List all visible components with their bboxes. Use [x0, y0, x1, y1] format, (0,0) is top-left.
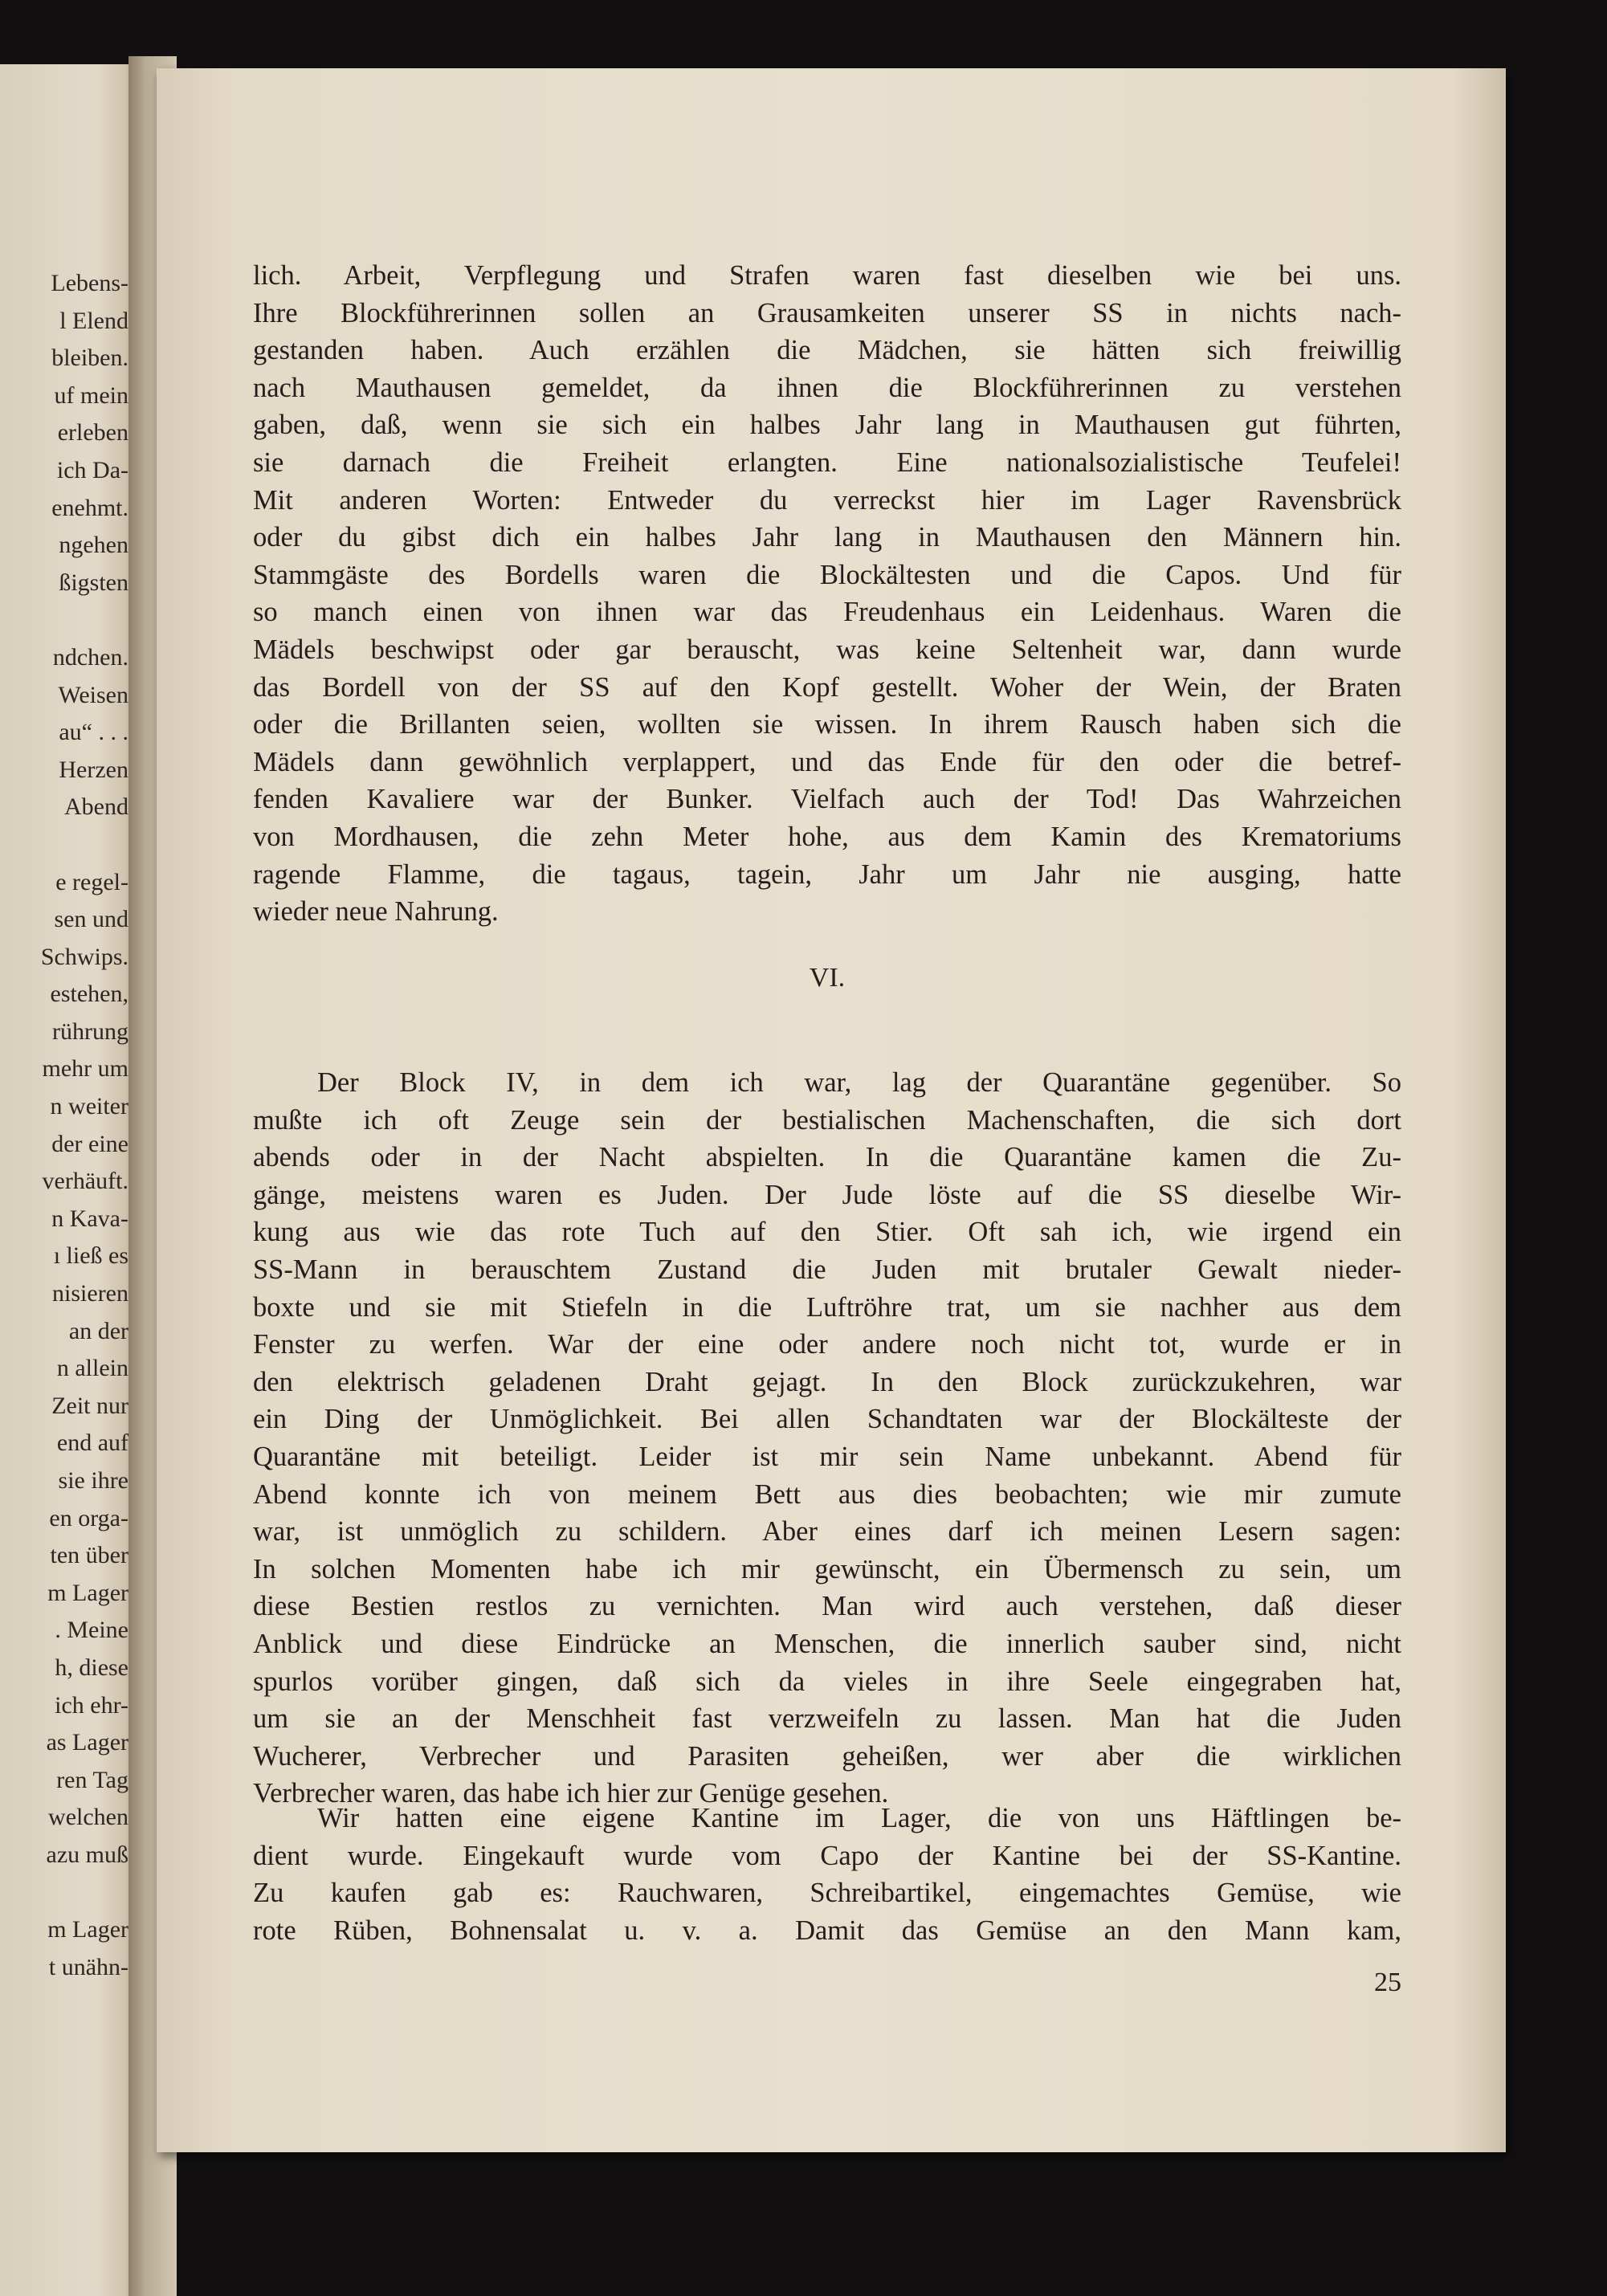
- paragraph1-line: das Bordell von der SS auf den Kopf gestellt. Woher der Wein, der Braten: [253, 671, 1401, 703]
- paragraph1-line: Mädels beschwipst oder gar berauscht, was keine Seltenheit war, dann wurde: [253, 634, 1401, 665]
- paragraph1-line: so manch einen von ihnen war das Freudenhaus ein Leidenhaus. Waren die: [253, 597, 1401, 628]
- left-page-fragment: erleben: [57, 419, 128, 447]
- paragraph3-line: Wir hatten eine eigene Kantine im Lager, die von uns Häftlingen be-: [317, 1803, 1401, 1833]
- left-page-fragment: Lebens-: [51, 270, 128, 296]
- paragraph1-line: Ihre Blockführerinnen sollen an Grausamkeiten unserer SS in nichts nach-: [253, 297, 1401, 328]
- paragraph1-line: nach Mauthausen gemeldet, da ihnen die Blockführerinnen zu verstehen: [253, 372, 1401, 403]
- left-page-fragment: n allein: [56, 1355, 128, 1382]
- left-page-fragment: [0, 602, 128, 639]
- left-page-fragment: an der: [68, 1317, 128, 1344]
- paragraph2-line: spurlos vorüber gingen, daß sich da vieles in ihre Seele eingegraben hat,: [253, 1666, 1401, 1697]
- paragraph2-line: Verbrecher waren, das habe ich hier zur Genüge gesehen.: [253, 1778, 889, 1809]
- paragraph2-line: den elektrisch geladenen Draht gejagt. In den Block zurückzukehren, war: [253, 1366, 1401, 1397]
- paragraph-1: [253, 257, 1401, 931]
- left-page-fragment: ich Da-: [56, 456, 128, 483]
- paragraph2-line: Quarantäne mit beteiligt. Leider ist mir sein Name unbekannt. Abend für: [253, 1441, 1401, 1472]
- left-page-fragment: Herzen: [59, 756, 128, 783]
- paragraph2-line: um sie an der Menschheit fast verzweifeln zu lassen. Man hat die Juden: [253, 1703, 1401, 1735]
- left-page-fragment: uf mein: [54, 381, 128, 409]
- paragraph2-line: Fenster zu werfen. War der eine oder andere noch nicht tot, wurde er in: [253, 1329, 1401, 1360]
- paragraph2-line: mußte ich oft Zeuge sein der bestialischen Machenschaften, die sich dort: [253, 1104, 1401, 1136]
- left-page-fragment: ndchen.: [52, 643, 128, 671]
- paragraph1-line: wieder neue Nahrung.: [253, 896, 499, 928]
- left-page-fragment: azu muß: [46, 1841, 128, 1868]
- section-heading: VI.: [809, 963, 846, 993]
- paragraph-3: [253, 1800, 1401, 1949]
- left-page-fragment: . Meine: [55, 1617, 128, 1644]
- paragraph2-line: boxte und sie mit Stiefeln in die Luftröhre trat, um sie nachher aus dem: [253, 1291, 1401, 1323]
- left-page-fragment: mehr um: [42, 1055, 128, 1083]
- left-page-fragment: rührung: [52, 1017, 128, 1045]
- paragraph2-line: In solchen Momenten habe ich mir gewünscht, ein Übermensch zu sein, um: [253, 1553, 1401, 1584]
- paragraph2-line: Der Block IV, in dem ich war, lag der Quarantäne gegenüber. So: [317, 1067, 1401, 1098]
- left-page-fragment: n weiter: [50, 1093, 128, 1120]
- left-page-fragment: ich ehr-: [55, 1691, 128, 1719]
- page-number: 25: [1374, 1968, 1401, 1997]
- left-page-fragment: m Lager: [47, 1916, 128, 1943]
- left-page-fragment: ren Tag: [56, 1766, 128, 1793]
- left-page-fragment: en orga-: [49, 1504, 128, 1531]
- left-page-fragment: nisieren: [52, 1280, 128, 1307]
- paragraph1-line: gaben, daß, wenn sie sich ein halbes Jahr lang in Mauthausen gut führten,: [253, 410, 1401, 441]
- left-page-fragment: Schwips.: [40, 943, 128, 970]
- paragraph2-line: ein Ding der Unmöglichkeit. Bei allen Schandtaten war der Blockälteste der: [253, 1404, 1401, 1435]
- paragraph1-line: lich. Arbeit, Verpflegung und Strafen waren fast dieselben wie bei uns.: [253, 260, 1401, 291]
- left-page-fragment: estehen,: [50, 981, 128, 1008]
- left-page-fragment: ngehen: [59, 532, 128, 559]
- paragraph-2: [253, 1064, 1401, 1813]
- left-page-fragment: bleiben.: [51, 345, 128, 372]
- paragraph1-line: fenden Kavaliere war der Bunker. Vielfach auch der Tod! Das Wahrzeichen: [253, 784, 1401, 815]
- paragraph2-line: gänge, meistens waren es Juden. Der Jude löste auf die SS dieselbe Wir-: [253, 1179, 1401, 1210]
- left-page-fragment: t unähn-: [48, 1953, 128, 1980]
- left-page-fragment: sen und: [54, 906, 128, 933]
- paragraph2-line: Abend konnte ich von meinem Bett aus dies beobachten; wie mir zumute: [253, 1478, 1401, 1510]
- paragraph2-line: Wucherer, Verbrecher und Parasiten geheißen, wer aber die wirklichen: [253, 1740, 1401, 1772]
- left-page-fragment: n Kava-: [51, 1205, 128, 1232]
- left-page-fragment: l Elend: [59, 307, 128, 334]
- left-page-fragment: sie ihre: [58, 1467, 128, 1494]
- paragraph2-line: abends oder in der Nacht abspielten. In die Quarantäne kamen die Zu-: [253, 1142, 1401, 1173]
- paragraph2-line: kung aus wie das rote Tuch auf den Stier. Oft sah ich, wie irgend ein: [253, 1217, 1401, 1248]
- left-page-fragment: Abend: [64, 793, 128, 821]
- paragraph1-line: oder du gibst dich ein halbes Jahr lang in Mauthausen den Männern hin.: [253, 522, 1401, 553]
- left-page-fragment: Weisen: [58, 681, 128, 708]
- left-page-fragment: as Lager: [46, 1729, 128, 1756]
- paragraph1-line: Mit anderen Worten: Entweder du verreckst hier im Lager Ravensbrück: [253, 484, 1401, 516]
- left-page-fragment: [0, 826, 128, 864]
- left-page-fragment: end auf: [56, 1429, 128, 1457]
- paragraph2-line: war, ist unmöglich zu schildern. Aber eines darf ich meinen Lesern sagen:: [253, 1516, 1401, 1548]
- left-page-fragment: ten über: [50, 1542, 128, 1569]
- paragraph1-line: Mädels dann gewöhnlich verplappert, und das Ende für den oder die betref-: [253, 746, 1401, 777]
- left-page-fragment: der eine: [51, 1130, 128, 1157]
- paragraph1-line: gestanden haben. Auch erzählen die Mädchen, sie hätten sich freiwillig: [253, 335, 1401, 366]
- paragraph3-line: dient wurde. Eingekauft wurde vom Capo der Kantine bei der SS-Kantine.: [253, 1840, 1401, 1871]
- paragraph3-line: Zu kaufen gab es: Rauchwaren, Schreibartikel, eingemachtes Gemüse, wie: [253, 1878, 1401, 1909]
- left-page-fragment: [0, 1874, 128, 1912]
- left-page-fragment: welchen: [48, 1804, 128, 1831]
- right-page: [157, 68, 1506, 2152]
- left-page-text-fragments: [0, 265, 128, 1986]
- paragraph1-line: oder die Brillanten seien, wollten sie wissen. In ihrem Rausch haben sich die: [253, 709, 1401, 740]
- left-page-fragment: ßigsten: [59, 569, 128, 596]
- left-page-fragment: verhäuft.: [42, 1168, 128, 1195]
- paragraph1-line: von Mordhausen, die zehn Meter hohe, aus dem Kamin des Krematoriums: [253, 821, 1401, 852]
- paragraph1-line: sie darnach die Freiheit erlangten. Eine nationalsozialistische Teufelei!: [253, 447, 1401, 478]
- paragraph2-line: Anblick und diese Eindrücke an Menschen, die innerlich sauber sind, nicht: [253, 1628, 1401, 1659]
- left-page-fragment: Zeit nur: [51, 1392, 128, 1419]
- paragraph1-line: ragende Flamme, die tagaus, tagein, Jahr um Jahr nie ausging, hatte: [253, 858, 1401, 890]
- paragraph3-line: rote Rüben, Bohnensalat u. v. a. Damit das Gemüse an den Mann kam,: [253, 1915, 1401, 1946]
- paragraph2-line: SS-Mann in berauschtem Zustand die Juden mit brutaler Gewalt nieder-: [253, 1254, 1401, 1285]
- left-page-fragment: m Lager: [47, 1579, 128, 1606]
- left-page-fragment: ı ließ es: [53, 1242, 128, 1270]
- paragraph1-line: Stammgäste des Bordells waren die Blockältesten und die Capos. Und für: [253, 559, 1401, 590]
- paragraph2-line: diese Bestien restlos zu vernichten. Man wird auch verstehen, daß dieser: [253, 1591, 1401, 1622]
- left-page-fragment: e regel-: [55, 868, 128, 895]
- left-page-fragment: enehmt.: [51, 494, 128, 521]
- left-page-fragment: au“ . . .: [59, 719, 128, 746]
- left-page: [0, 64, 137, 2296]
- left-page-fragment: h, diese: [55, 1654, 128, 1681]
